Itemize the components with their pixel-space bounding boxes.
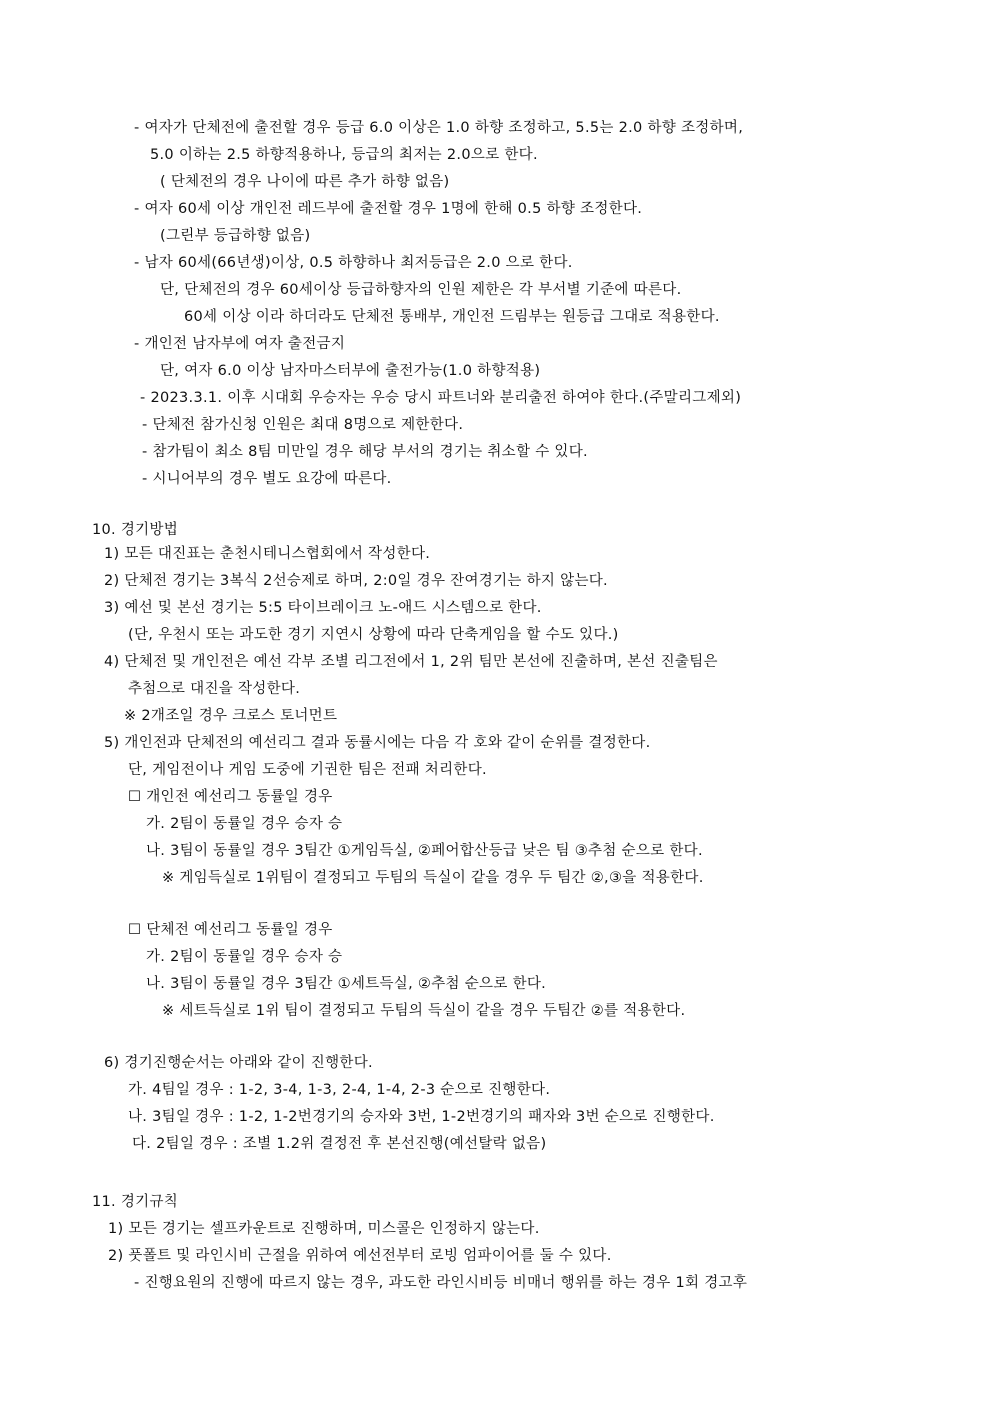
section-heading-10: 10. 경기방법 <box>92 522 179 538</box>
rule-team-size: - 단체전 참가신청 인원은 최대 8명으로 제한한다. <box>142 417 464 433</box>
note-green-division: (그린부 등급하향 없음) <box>160 228 311 244</box>
rule-female-team-grade-cont: 5.0 이하는 2.5 하향적용하나, 등급의 최저는 2.0으로 한다. <box>150 147 538 163</box>
rule-male-60-exception: 60세 이상 이라 하더라도 단체전 통배부, 개인전 드림부는 원등급 그대로 적용한다. <box>184 309 720 325</box>
item-10-4-cont: 추첨으로 대진을 작성한다. <box>128 681 301 697</box>
item-10-2: 2) 단체전 경기는 3복식 2선승제로 하며, 2:0일 경우 잔여경기는 하지 않는다. <box>104 573 608 589</box>
individual-tie-3: 나. 3팀이 동률일 경우 3팀간 ①게임득실, ②페어합산등급 낮은 팀 ③추첨 순으로 한다. <box>146 843 703 859</box>
item-10-4: 4) 단체전 및 개인전은 예선 각부 조별 리그전에서 1, 2위 팀만 본선에 진출하며, 본선 진출팀은 <box>104 654 718 670</box>
section-heading-11: 11. 경기규칙 <box>92 1194 179 1210</box>
rule-female-team-grade: - 여자가 단체전에 출전할 경우 등급 6.0 이상은 1.0 하향 조정하고, 5.5는 2.0 하향 조정하며, <box>134 120 744 136</box>
rule-senior: - 시니어부의 경우 별도 요강에 따른다. <box>142 471 392 487</box>
note-team-age: ( 단체전의 경우 나이에 따른 추가 하향 없음) <box>160 174 450 190</box>
order-2-teams: 다. 2팀일 경우 : 조별 1.2위 결정전 후 본선진행(예선탈락 없음) <box>132 1136 547 1152</box>
item-10-5: 5) 개인전과 단체전의 예선리그 결과 동률시에는 다음 각 호와 같이 순위를 결정한다. <box>104 735 651 751</box>
team-tie-3: 나. 3팀이 동률일 경우 3팀간 ①세트득실, ②추첨 순으로 한다. <box>146 976 547 992</box>
order-3-teams: 나. 3팀일 경우 : 1-2, 1-2번경기의 승자와 3번, 1-2번경기의 패자와 3번 순으로 진행한다. <box>128 1109 715 1125</box>
rule-master-division: 단, 여자 6.0 이상 남자마스터부에 출전가능(1.0 하향적용) <box>160 363 541 379</box>
rule-winner-partner: - 2023.3.1. 이후 시대회 우승자는 우승 당시 파트너와 분리출전 하여야 한다.(주말리그제외) <box>140 390 742 406</box>
item-11-2: 2) 풋폴트 및 라인시비 근절을 위하여 예선전부터 로빙 엄파이어를 둘 수 있다. <box>108 1248 612 1264</box>
rule-min-teams: - 참가팀이 최소 8팀 미만일 경우 해당 부서의 경기는 취소할 수 있다. <box>142 444 588 460</box>
item-10-3: 3) 예선 및 본선 경기는 5:5 타이브레이크 노-애드 시스템으로 한다. <box>104 600 542 616</box>
item-10-1: 1) 모든 대진표는 춘천시테니스협회에서 작성한다. <box>104 546 431 562</box>
item-11-2-note: - 진행요원의 진행에 따르지 않는 경우, 과도한 라인시비등 비매너 행위를 하는 경우 1회 경고후 <box>134 1275 748 1291</box>
rule-male-60-team: 단, 단체전의 경우 60세이상 등급하향자의 인원 제한은 각 부서별 기준에 따른다. <box>160 282 682 298</box>
subhead-individual-tie: ☐ 개인전 예선리그 동률일 경우 <box>128 789 333 805</box>
rule-male-60: - 남자 60세(66년생)이상, 0.5 하향하나 최저등급은 2.0 으로 한다. <box>134 255 573 271</box>
team-tie-note: ※ 세트득실로 1위 팀이 결정되고 두팀의 득실이 같을 경우 두팀간 ②를 적용한다. <box>162 1003 686 1019</box>
rule-men-division-female: - 개인전 남자부에 여자 출전금지 <box>134 336 346 352</box>
order-4-teams: 가. 4팀일 경우 : 1-2, 3-4, 1-3, 2-4, 1-4, 2-3 순으로 진행한다. <box>128 1082 551 1098</box>
note-cross-tournament: ※ 2개조일 경우 크로스 토너먼트 <box>124 708 338 724</box>
item-10-6: 6) 경기진행순서는 아래와 같이 진행한다. <box>104 1055 373 1071</box>
individual-tie-2: 가. 2팀이 동률일 경우 승자 승 <box>146 816 343 832</box>
item-10-5-cont: 단, 게임전이나 게임 도중에 기권한 팀은 전패 처리한다. <box>128 762 487 778</box>
team-tie-2: 가. 2팀이 동률일 경우 승자 승 <box>146 949 343 965</box>
individual-tie-note: ※ 게임득실로 1위팀이 결정되고 두팀의 득실이 같을 경우 두 팀간 ②,③을 적용한다. <box>162 870 704 886</box>
item-11-1: 1) 모든 경기는 셀프카운트로 진행하며, 미스콜은 인정하지 않는다. <box>108 1221 540 1237</box>
item-10-3-note: (단, 우천시 또는 과도한 경기 지연시 상황에 따라 단축게임을 할 수도 있다.) <box>128 627 619 643</box>
rule-female-60: - 여자 60세 이상 개인전 레드부에 출전할 경우 1명에 한해 0.5 하향 조정한다. <box>134 201 643 217</box>
subhead-team-tie: ☐ 단체전 예선리그 동률일 경우 <box>128 922 333 938</box>
